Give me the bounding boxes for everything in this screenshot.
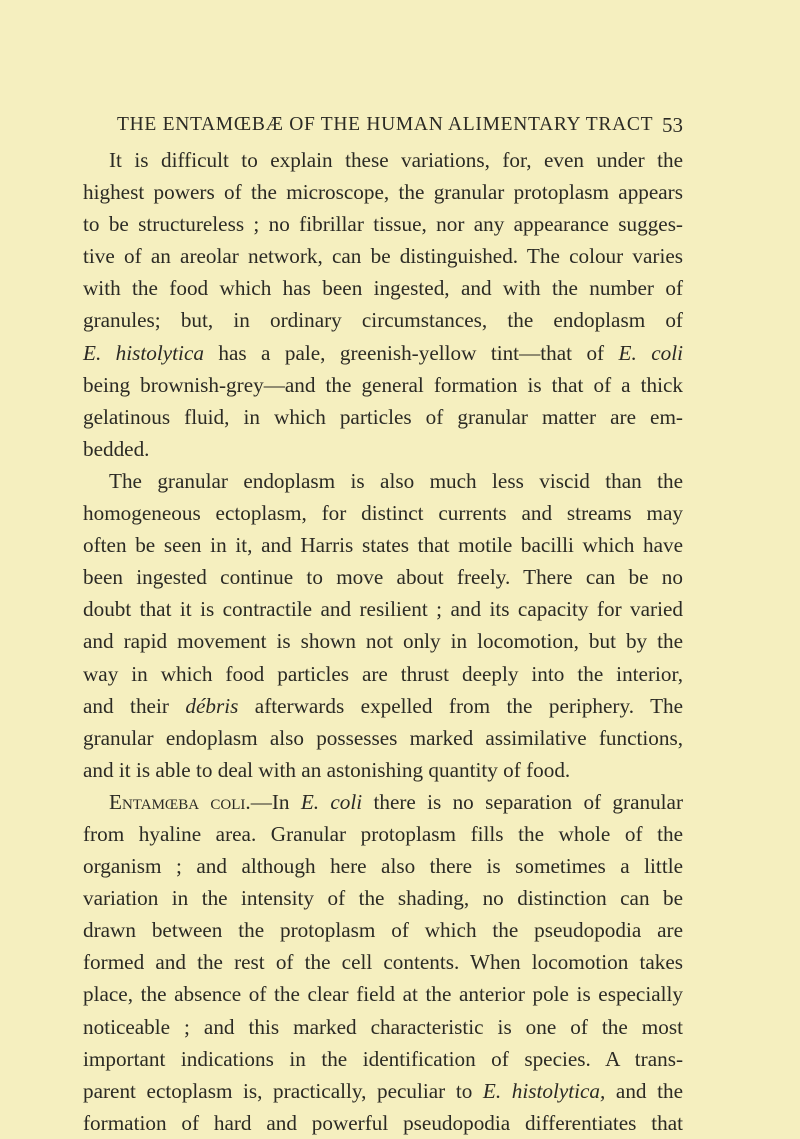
- text-line: formation of hard and powerful pseudopodia differentiates that: [83, 1110, 683, 1135]
- text-line: [83, 1075, 683, 1107]
- italic-term: débris: [185, 693, 239, 718]
- text-line: doubt that it is contractile and resilient ; and its capacity for varied: [83, 597, 683, 622]
- paragraph-endoplasm: [83, 465, 683, 786]
- running-head: THE ENTAMŒBÆ OF THE HUMAN ALIMENTARY TRACT: [117, 114, 654, 135]
- text-line: to be structureless ; no fibrillar tissue, nor any appearance sugges-: [83, 212, 683, 237]
- text-run: —In: [250, 789, 301, 814]
- text-line: The granular endoplasm is also much less viscid than the: [109, 468, 683, 493]
- text-line: granules; but, in ordinary circumstances, the endoplasm of: [83, 308, 683, 333]
- text-line: often be seen in it, and Harris states that motile bacilli which have: [83, 533, 683, 558]
- text-line: It is difficult to explain these variations, for, even under the: [109, 148, 683, 172]
- text-line: highest powers of the microscope, the granular protoplasm appears: [83, 180, 683, 205]
- text-line: and rapid movement is shown not only in locomotion, but by the: [83, 629, 683, 654]
- species-name: E. coli: [300, 789, 363, 814]
- text-line: gelatinous fluid, in which particles of granular matter are em-: [83, 404, 683, 429]
- text-run: afterwards expelled from the periphery. The: [238, 693, 684, 718]
- text-line: tive of an areolar network, can be distinguished. The colour varies: [83, 244, 683, 269]
- species-name: E. coli: [618, 340, 683, 365]
- text-line: drawn between the protoplasm of which the pseudopodia are: [83, 918, 683, 943]
- text-line: place, the absence of the clear field at the anterior pole is especially: [83, 982, 683, 1007]
- text-line: important indications in the identification of species. A trans-: [83, 1046, 683, 1071]
- paragraph-variations: [83, 144, 683, 465]
- species-name: E. histolytica,: [482, 1078, 606, 1103]
- text-line: variation in the intensity of the shading, no distinction can be: [83, 886, 683, 911]
- species-name: E. histolytica: [83, 340, 204, 365]
- text-line: [83, 786, 683, 818]
- text-line: with the food which has been ingested, and with the number of: [83, 276, 683, 301]
- text-line: organism ; and although here also there is sometimes a little: [83, 854, 683, 879]
- text-run: there is no separation of granular: [362, 789, 684, 814]
- text-run: and the: [605, 1078, 683, 1103]
- section-heading: Entamœba coli.: [109, 789, 251, 814]
- text-line: from hyaline area. Granular protoplasm fills the whole of the: [83, 821, 683, 846]
- text-run: has a pale, greenish-yellow tint—that of: [203, 340, 619, 365]
- page-number: 53: [662, 113, 683, 137]
- text-run: and their: [83, 693, 186, 718]
- text-line: being brownish-grey—and the general formation is that of a thick: [83, 372, 683, 397]
- text-line: way in which food particles are thrust deeply into the interior,: [83, 661, 683, 686]
- text-line: [83, 337, 683, 369]
- page-body: [83, 144, 683, 1139]
- text-run: parent ectoplasm is, practically, peculiar to: [83, 1078, 483, 1103]
- text-line: homogeneous ectoplasm, for distinct currents and streams may: [83, 501, 683, 526]
- text-line: bedded.: [83, 436, 150, 461]
- text-line: [83, 690, 683, 722]
- text-line: noticeable ; and this marked characteristic is one of the most: [83, 1014, 683, 1039]
- text-line: formed and the rest of the cell contents. When locomotion takes: [83, 950, 683, 975]
- text-line: granular endoplasm also possesses marked assimilative functions,: [83, 725, 683, 750]
- paragraph-entamoeba-coli: [83, 786, 683, 1139]
- text-line: been ingested continue to move about freely. There can be no: [83, 565, 683, 590]
- text-line: and it is able to deal with an astonishing quantity of food.: [83, 757, 571, 782]
